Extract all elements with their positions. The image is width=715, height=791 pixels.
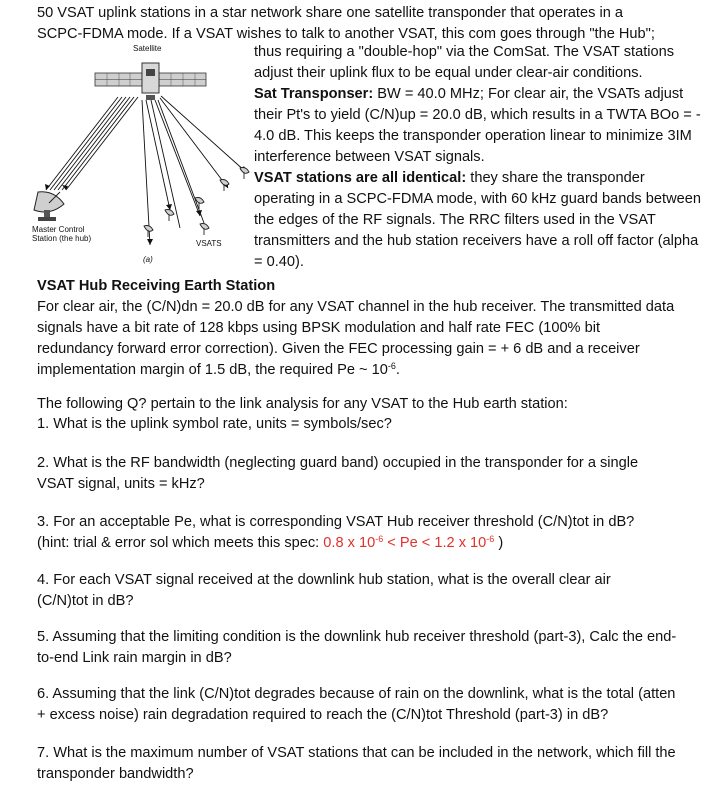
question-3-line-1: 3. For an acceptable Pe, what is corresponding VSAT Hub receiver threshold (C/N)tot in dB? [37,514,635,530]
transponder-text: BW = 40.0 MHz; For clear air, the VSATs adjust their Pt's to yield (C/N)up = 20.0 dB, which results in a TWTA BOo = - 4.0 dB. This keeps the transponder operation linear to minimize 3IM interference between VSAT signals. [254,86,701,165]
right-column [254,42,704,273]
question-5: 5. Assuming that the limiting condition is the downlink hub receiver threshold (part-3), Calc the end-to-end Link rain margin in dB? [37,629,677,666]
vsat-heading: VSAT stations are all identical: [254,170,467,186]
question-7: 7. What is the maximum number of VSAT stations that can be included in the network, which fill the transponder bandwidth? [37,745,676,782]
figure-caption: (a) [143,255,153,264]
satellite-icon [95,63,206,100]
hub-heading: VSAT Hub Receiving Earth Station [37,278,276,294]
vsat-text: they share the transponder operating in a SCPC-FDMA mode, with 60 kHz guard bands between the edges of the RF signals. The RRC filters used in the VSAT transmitters and the hub station receivers have a roll off factor (alpha = 0.40). [254,170,701,270]
question-3-hint: (hint: trial & error sol which meets this spec: 0.8 x $10^{-6} < Pe < 1.2$ x $10^{-6}$ ) [37,534,504,551]
satellite-label: Satellite [133,44,162,53]
question-4: 4. For each VSAT signal received at the downlink hub station, what is the overall clear air (C/N)tot in dB? [37,572,611,609]
hub-label-2: Station (the hub) [32,234,92,243]
questions-intro: The following Q? pertain to the link analysis for any VSAT to the Hub earth station: [37,396,568,412]
question-2: 2. What is the RF bandwidth (neglecting guard band) occupied in the transponder for a single VSAT signal, units = kHz? [37,455,639,492]
hub-paragraph: For clear air, the (C/N)dn = 20.0 dB for any VSAT channel in the hub receiver. The transmitted data signals have a bit rate of 128 kbps using BPSK modulation and half rate FEC (100% bit redundancy forward error correction). Given the FEC processing gain = + 6 dB and a receiver implementation margin of 1.5 dB, the required Pe ~ $10^{-6}$. [37,299,675,378]
hub-label-1: Master Control [32,225,85,234]
vsat-network-figure [20,40,255,278]
vsats-label: VSATS [196,239,222,248]
hub-dish-icon [34,192,64,221]
question-1: 1. What is the uplink symbol rate, units = symbols/sec? [37,416,392,432]
intro-line-1: 50 VSAT uplink stations in a star network share one satellite transponder that operates in a [37,5,623,21]
right-para-1: thus requiring a "double-hop" via the ComSat. The VSAT stations adjust their uplink flux to be equal under clear-air conditions. [254,44,675,81]
intro-line-2: SCPC-FDMA mode. If a VSAT wishes to talk to another VSAT, this com goes through "the Hub"; [37,26,655,42]
question-6: 6. Assuming that the link (C/N)tot degrades because of rain on the downlink, what is the total (atten + excess noise) rain degradation required to reach the (C/N)tot Threshold (part-3) in dB? [37,686,676,723]
transponder-heading: Sat Transponser: [254,86,374,102]
